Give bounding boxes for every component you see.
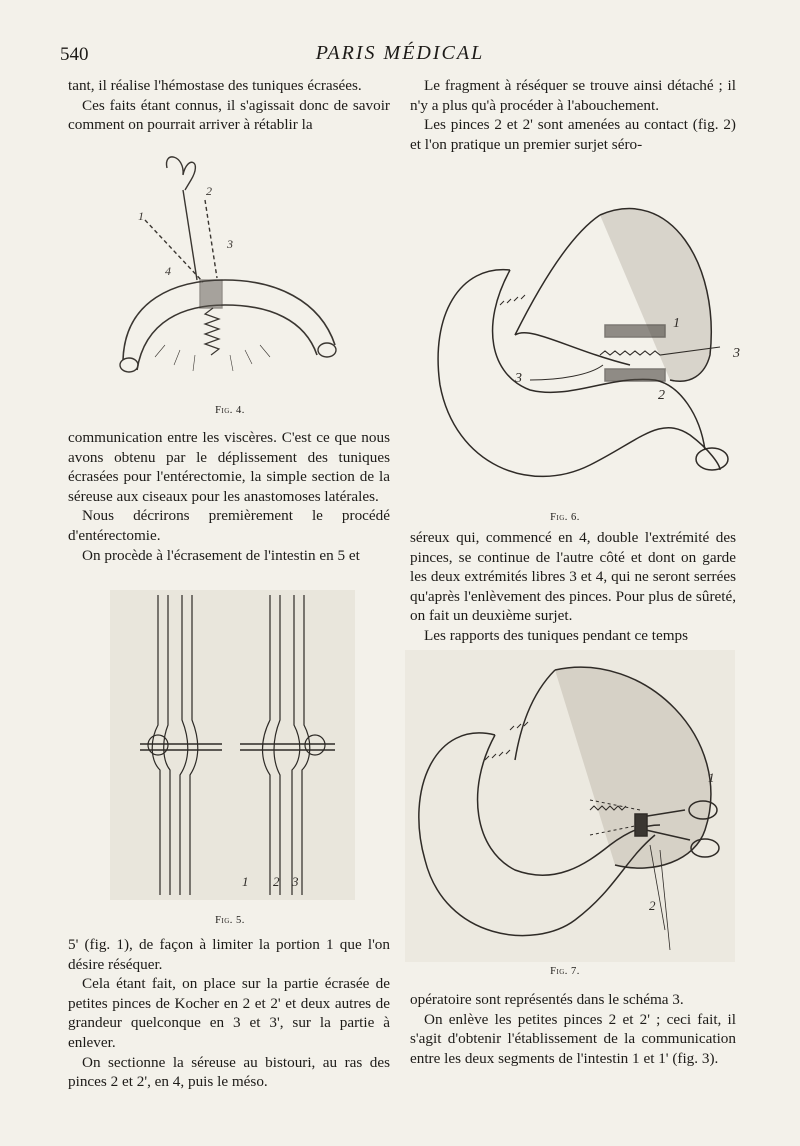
figure-5-illustration — [110, 590, 355, 900]
paragraph: Le fragment à réséquer se trouve ainsi détaché ; il n'y a plus qu'à procéder à l'abouchement. — [410, 77, 736, 114]
paragraph: On sectionne la séreuse au bistouri, au ras des pinces 2 et 2', en 4, puis le méso. — [68, 1053, 390, 1091]
paragraph: séreux qui, commencé en 4, double l'extrémité des pinces, se continue de l'autre côté et dont on garde les deux extrémités libres 3 et 4, qui ne seront serrées qu'après l'enlèvement des pinces. Pour plus de sûreté, on fait un deuxième surjet. — [410, 529, 736, 625]
figure-4-illustration — [105, 150, 360, 390]
paragraph: On enlève les petites pinces 2 et 2' ; ceci fait, il s'agit d'obtenir l'établissement de la communication entre les deux segments de l'intestin 1 et 1' (fig. 3). — [410, 1010, 736, 1067]
figure-label: 1 — [242, 874, 249, 889]
paragraph: Ces faits étant connus, il s'agissait donc de savoir comment on pourrait arriver à rétablir la — [68, 96, 390, 134]
figure-5-caption: Fig. 5. — [215, 915, 245, 926]
figure-label: 2 — [206, 184, 212, 198]
paragraph: On procède à l'écrasement de l'intestin en 5 et — [82, 546, 360, 564]
paragraph: Les pinces 2 et 2' sont amenées au contact (fig. 2) et l'on pratique un premier surjet séro- — [410, 116, 736, 153]
figure-label: 3 — [292, 874, 299, 889]
right-text-block-3 — [410, 990, 736, 1068]
paragraph: Nous décrirons premièrement le procédé d'entérectomie. — [68, 507, 390, 544]
figure-label: 2 — [658, 388, 665, 403]
figure-label: 3 — [515, 371, 522, 386]
paragraph: 5' (fig. 1), de façon à limiter la portion 1 que l'on désire réséquer. — [68, 936, 390, 973]
paragraph: Les rapports des tuniques pendant ce temps — [424, 626, 689, 644]
figure-7-caption: Fig. 7. — [550, 966, 580, 977]
figure-label: 3 — [733, 346, 740, 361]
figure-6-illustration — [420, 175, 750, 500]
figure-6-caption: Fig. 6. — [550, 512, 580, 523]
figure-4-caption: Fig. 4. — [215, 405, 245, 416]
paragraph: opératoire sont représentés dans le schéma 3. — [410, 991, 684, 1008]
figure-7-illustration — [405, 650, 735, 962]
figure-label: 2 — [649, 898, 656, 913]
figure-label: 2 — [273, 874, 280, 889]
paragraph: tant, il réalise l'hémostase des tuniques écrasées. — [68, 77, 362, 94]
paragraph: Cela étant fait, on place sur la partie écrasée de petites pinces de Kocher en 2 et 2' et deux autres de grandeur quelconque en 3 et 3', sur la partie à enlever. — [68, 975, 390, 1051]
paragraph: communication entre les viscères. C'est ce que nous avons obtenu par le déplissement des tuniques écrasées pour l'entérectomie, la simple section de la séreuse aux ciseaux pour les anastomoses latérales. — [68, 429, 390, 505]
right-text-block-2 — [410, 528, 736, 646]
figure-label: 1 — [708, 770, 715, 785]
left-text-block-2 — [68, 428, 390, 565]
page-number: 540 — [60, 44, 89, 65]
figure-label: 1 — [138, 209, 144, 223]
journal-title: PARIS MÉDICAL — [315, 42, 485, 64]
figure-label: 1 — [673, 316, 680, 331]
figure-label: 4 — [165, 264, 171, 278]
figure-label: 3 — [227, 237, 233, 251]
left-text-block-3 — [68, 935, 390, 1092]
right-text-block-1 — [410, 76, 736, 154]
left-text-block-1 — [68, 76, 390, 135]
